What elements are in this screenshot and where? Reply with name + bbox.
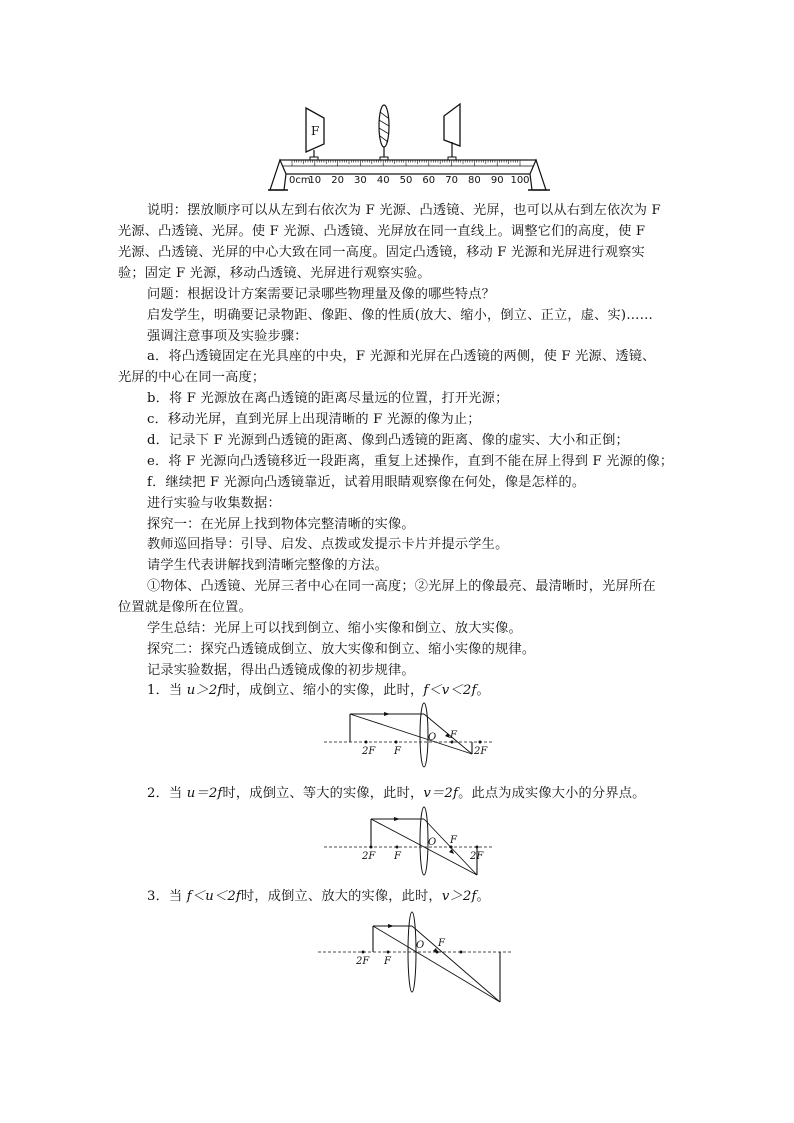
text-line: 说明：摆放顺序可以从左到右依次为 F 光源、凸透镜、光屏，也可以从右到左依次为 F	[147, 203, 661, 218]
rule-1: 1．当 u＞2f时，成倒立、缩小的实像，此时，f＜v＜2f。	[147, 683, 490, 698]
text-line: a．将凸透镜固定在光具座的中央，F 光源和光屏在凸透镜的两侧，使 F 光源、透镜、	[147, 349, 656, 364]
text-line: 问题：根据设计方案需要记录哪些物理量及像的哪些特点？	[147, 287, 496, 302]
label-f: F	[394, 851, 401, 862]
scale-label: 0cm	[289, 175, 311, 186]
label-o: O	[428, 837, 437, 848]
text-line: f．继续把 F 光源向凸透镜靠近，试着用眼睛观察像在何处，像是怎样的。	[147, 475, 586, 490]
scale-label: 60	[422, 175, 436, 186]
rule-3: 3．当 f＜u＜2f时，成倒立、放大的实像，此时，v＞2f。	[147, 889, 490, 904]
label-f: F	[450, 835, 457, 846]
scale-label: 20	[331, 175, 344, 186]
label-2f: 2F	[470, 851, 484, 862]
scale-label: 80	[468, 175, 481, 186]
text-line: 记录实验数据，得出凸透镜成像的初步规律。	[147, 663, 415, 678]
scale-label: 50	[399, 175, 413, 186]
scale-label: 100	[510, 175, 530, 186]
text-line: 教师巡回指导：引导、启发、点拨或发提示卡片并提示学生。	[147, 537, 509, 552]
text-line: e．将 F 光源向凸透镜移近一段距离，重复上述操作，直到不能在屏上得到 F 光源的像；	[147, 454, 674, 469]
label-f: F	[384, 956, 391, 967]
text-line: 进行实验与收集数据：	[147, 496, 281, 511]
ray-diagram-3	[318, 910, 518, 1006]
scale-label: 10	[308, 175, 322, 186]
text-line: 光源、凸透镜、光屏。使 F 光源、凸透镜、光屏放在同一直线上。调整它们的高度，使 F	[118, 224, 646, 239]
source-letter: F	[311, 124, 320, 138]
text-line: 探究一：在光屏上找到物体完整清晰的实像。	[147, 517, 415, 532]
scale-label: 40	[376, 175, 390, 186]
light-screen	[444, 104, 460, 146]
optical-bench-figure	[262, 100, 552, 196]
label-o: O	[416, 940, 425, 951]
rule-2: 2．当 u＝2f时，成倒立、等大的实像，此时，v＝2f。此点为成实像大小的分界点。	[147, 786, 646, 801]
label-2f: 2F	[356, 956, 370, 967]
ray-diagram-2	[324, 805, 494, 879]
text-line: 位置就是像所在位置。	[118, 600, 252, 615]
label-2f: 2F	[362, 746, 376, 757]
text-line: 探究二：探究凸透镜成倒立、放大实像和倒立、缩小实像的规律。	[147, 642, 536, 657]
label-f: F	[450, 730, 457, 741]
label-f: F	[438, 938, 445, 949]
text-line: c．移动光屏，直到光屏上出现清晰的 F 光源的像为止；	[147, 412, 481, 427]
text-line: 光源、凸透镜、光屏的中心大致在同一高度。固定凸透镜，移动 F 光源和光屏进行观察实	[118, 245, 645, 260]
text-line: d．记录下 F 光源到凸透镜的距离、像到凸透镜的距离、像的虚实、大小和正倒；	[147, 433, 629, 448]
scale-label: 30	[354, 175, 367, 186]
text-line: 光屏的中心在同一高度；	[118, 370, 266, 385]
label-2f: 2F	[362, 851, 376, 862]
text-line: 强调注意事项及实验步骤：	[147, 329, 308, 344]
text-line: ①物体、凸透镜、光屏三者中心在同一高度；②光屏上的像最亮、最清晰时，光屏所在	[147, 579, 656, 594]
scale-label: 70	[445, 175, 458, 186]
text-line: 学生总结：光屏上可以找到倒立、缩小实像和倒立、放大实像。	[147, 621, 522, 636]
label-2f: 2F	[474, 746, 488, 757]
scale-label: 90	[490, 175, 504, 186]
text-line: 请学生代表讲解找到清晰完整像的方法。	[147, 558, 388, 573]
label-f: F	[394, 746, 401, 757]
convex-lens	[379, 105, 389, 147]
label-o: O	[428, 732, 437, 743]
text-line: 启发学生，明确要记录物距、像距、像的性质(放大、缩小，倒立、正立，虚、实)……	[147, 308, 654, 323]
text-line: b．将 F 光源放在离凸透镜的距离尽量远的位置，打开光源；	[147, 391, 509, 406]
text-line: 验；固定 F 光源，移动凸透镜、光屏进行观察实验。	[118, 266, 431, 281]
ray-diagram-1	[324, 702, 494, 768]
